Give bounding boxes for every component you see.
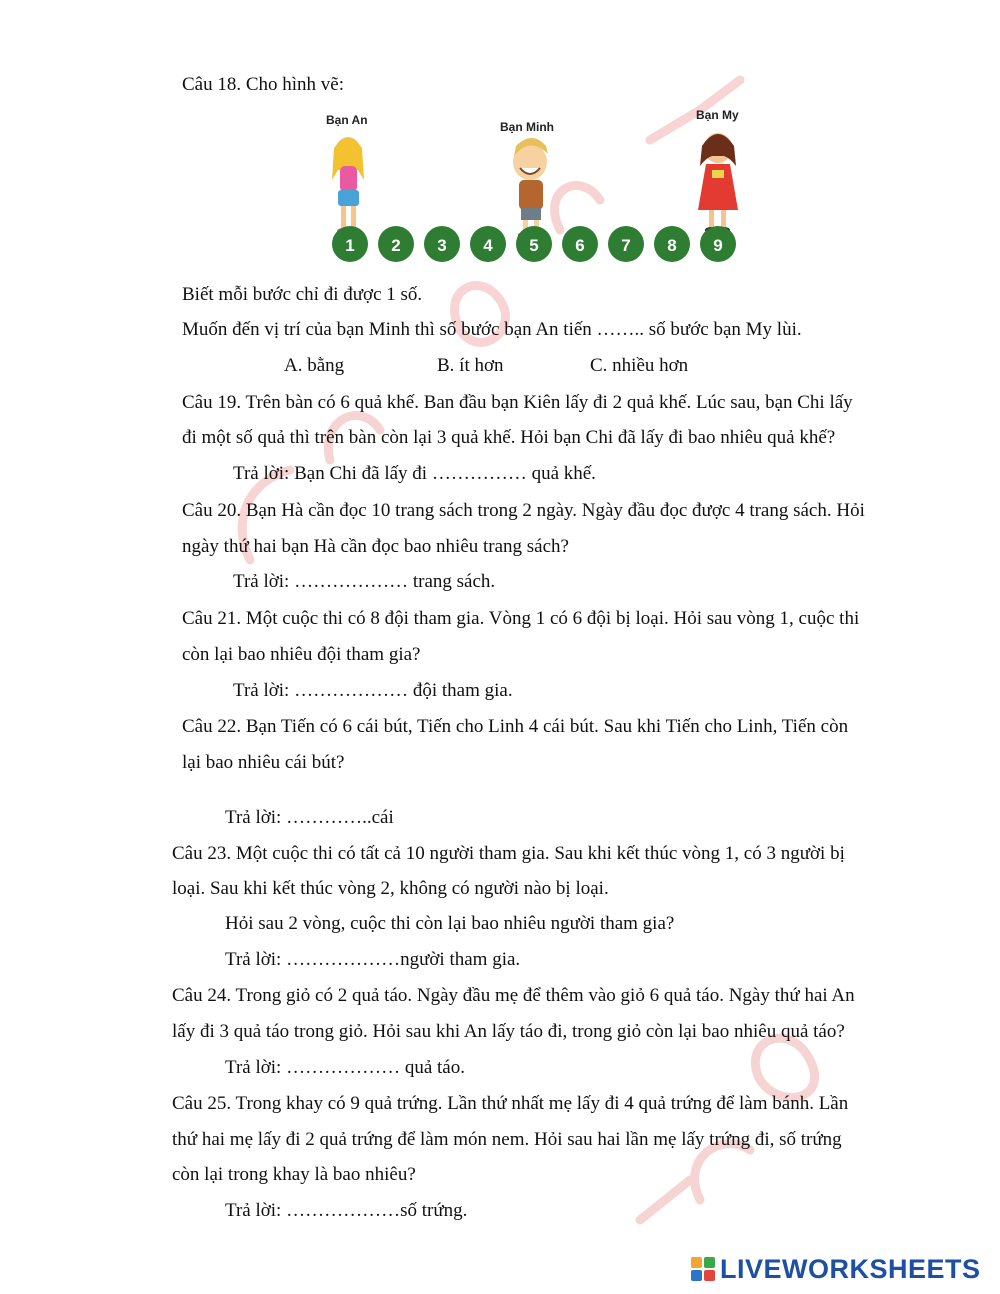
q20-line1: Câu 20. Bạn Hà cần đọc 10 trang sách trong 2 ngày. Ngày đầu đọc được 4 trang sách. Hỏi bbox=[182, 500, 865, 521]
girl-my-icon bbox=[698, 133, 738, 233]
girl-an-icon bbox=[332, 137, 364, 234]
q25-line2: thứ hai mẹ lấy đi 2 quả trứng để làm món nem. Hỏi sau hai lần mẹ lấy trứng đi, số trứng bbox=[172, 1129, 842, 1150]
q22-answer[interactable]: Trả lời: …………..cái bbox=[225, 807, 394, 828]
q20-line2: ngày thứ hai bạn Hà cần đọc bao nhiêu trang sách? bbox=[182, 536, 569, 557]
step-9 bbox=[700, 226, 736, 262]
q18-line2[interactable]: Muốn đến vị trí của bạn Minh thì số bước bạn An tiến …….. số bước bạn My lùi. bbox=[182, 319, 802, 340]
svg-text:1: 1 bbox=[345, 236, 355, 255]
q18-option-c[interactable]: C. nhiều hơn bbox=[590, 355, 689, 376]
q24-answer[interactable]: Trả lời: ……………… quả táo. bbox=[225, 1057, 465, 1078]
label-ban-minh: Bạn Minh bbox=[500, 120, 554, 134]
svg-text:4: 4 bbox=[483, 236, 493, 255]
figure-drawing bbox=[320, 100, 750, 270]
boy-minh-icon bbox=[513, 138, 548, 238]
q24-line1: Câu 24. Trong giỏ có 2 quả táo. Ngày đầu mẹ để thêm vào giỏ 6 quả táo. Ngày thứ hai An bbox=[172, 985, 855, 1006]
liveworksheets-brand bbox=[690, 1252, 981, 1286]
q19-line2: đi một số quả thì trên bàn còn lại 3 quả khế. Hỏi bạn Chi đã lấy đi bao nhiêu quả khế? bbox=[182, 427, 836, 448]
svg-text:3: 3 bbox=[437, 236, 447, 255]
step-5 bbox=[516, 226, 552, 262]
svg-text:8: 8 bbox=[667, 236, 677, 255]
q18-option-a[interactable]: A. bằng bbox=[284, 355, 345, 376]
q18-option-b[interactable]: B. ít hơn bbox=[437, 355, 504, 376]
label-ban-my: Bạn My bbox=[696, 108, 739, 122]
q18-title: Câu 18. Cho hình vẽ: bbox=[182, 74, 345, 95]
q21-line2: còn lại bao nhiêu đội tham gia? bbox=[182, 644, 421, 665]
q23-answer[interactable]: Trả lời: ………………người tham gia. bbox=[225, 949, 521, 970]
svg-text:6: 6 bbox=[575, 236, 585, 255]
q23-line2: loại. Sau khi kết thúc vòng 2, không có người nào bị loại. bbox=[172, 878, 609, 899]
svg-text:2: 2 bbox=[391, 236, 401, 255]
number-line-figure bbox=[320, 100, 750, 270]
step-1 bbox=[332, 226, 368, 262]
q21-answer[interactable]: Trả lời: ……………… đội tham gia. bbox=[233, 680, 513, 701]
q21-line1: Câu 21. Một cuộc thi có 8 đội tham gia. Vòng 1 có 6 đội bị loại. Hỏi sau vòng 1, cuộc thi bbox=[182, 608, 860, 629]
q22-line2: lại bao nhiêu cái bút? bbox=[182, 752, 345, 773]
step-6 bbox=[562, 226, 598, 262]
brand-text: LIVEWORKSHEETS bbox=[720, 1253, 981, 1284]
step-3 bbox=[424, 226, 460, 262]
q20-answer[interactable]: Trả lời: ……………… trang sách. bbox=[233, 571, 496, 592]
q19-line1: Câu 19. Trên bàn có 6 quả khế. Ban đầu bạn Kiên lấy đi 2 quả khế. Lúc sau, bạn Chi lấy bbox=[182, 392, 853, 413]
step-4 bbox=[470, 226, 506, 262]
svg-text:5: 5 bbox=[529, 236, 539, 255]
q25-line3: còn lại trong khay là bao nhiêu? bbox=[172, 1164, 416, 1185]
step-8 bbox=[654, 226, 690, 262]
svg-text:7: 7 bbox=[621, 236, 631, 255]
q23-line3: Hỏi sau 2 vòng, cuộc thi còn lại bao nhiêu người tham gia? bbox=[225, 913, 675, 934]
q19-answer[interactable]: Trả lời: Bạn Chi đã lấy đi …………… quả khế. bbox=[233, 463, 596, 484]
q25-answer[interactable]: Trả lời: ………………số trứng. bbox=[225, 1200, 468, 1221]
q18-line1: Biết mỗi bước chỉ đi được 1 số. bbox=[182, 284, 423, 305]
q25-line1: Câu 25. Trong khay có 9 quả trứng. Lần thứ nhất mẹ lấy đi 4 quả trứng để làm bánh. Lần bbox=[172, 1093, 849, 1114]
liveworksheets-logo-icon bbox=[690, 1256, 716, 1282]
q22-line1: Câu 22. Bạn Tiến có 6 cái bút, Tiến cho Linh 4 cái bút. Sau khi Tiến cho Linh, Tiến còn bbox=[182, 716, 849, 737]
svg-text:9: 9 bbox=[713, 236, 723, 255]
step-2 bbox=[378, 226, 414, 262]
label-ban-an: Bạn An bbox=[326, 113, 368, 127]
step-circles bbox=[332, 226, 736, 262]
step-7 bbox=[608, 226, 644, 262]
q23-line1: Câu 23. Một cuộc thi có tất cả 10 người tham gia. Sau khi kết thúc vòng 1, có 3 người bị bbox=[172, 843, 845, 864]
q24-line2: lấy đi 3 quả táo trong giỏ. Hỏi sau khi An lấy táo đi, trong giỏ còn lại bao nhiêu quả táo? bbox=[172, 1021, 845, 1042]
